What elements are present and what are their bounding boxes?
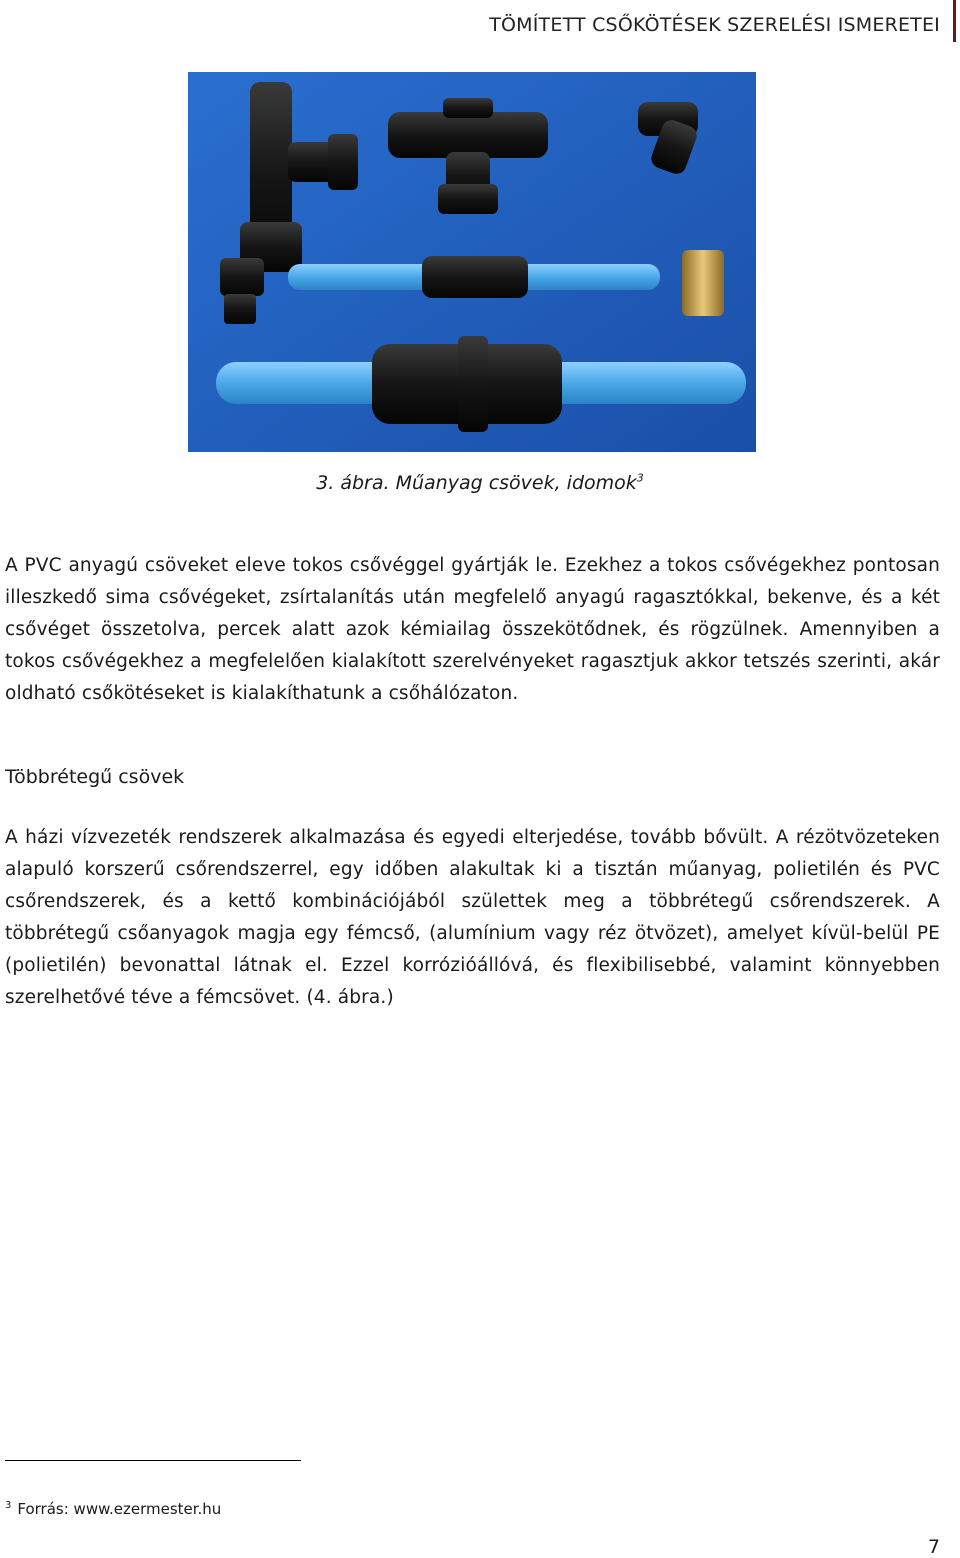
footnote-ref[interactable]: 3 (636, 471, 644, 485)
figure-caption-text: 3. ábra. Műanyag csövek, idomok (316, 472, 637, 494)
running-header: TÖMÍTETT CSŐKÖTÉSEK SZERELÉSI ISMERETEI (489, 14, 940, 36)
footnote (5, 1500, 221, 1518)
body-paragraph-pvc: A PVC anyagú csöveket eleve tokos csővéggel gyártják le. Ezekhez a tokos csővégekhez pontosan illeszkedő sima csővégeket, zsírtalanítás után megfelelő anyagú ragasztókkal, bekenve, és a két csővéget összetolva, percek alatt azok kémiailag összekötődnek, és rögzülnek. Amennyiben a tokos csővégekhez a megfelelően kialakított szerelvényeket ragasztjuk akkor tetszés szerinti, akár oldható csőkötéseket is kialakíthatunk a csőhálózaton. (5, 555, 940, 704)
body-paragraph-multilayer: A házi vízvezeték rendszerek alkalmazása és egyedi elterjedése, tovább bővült. A rézötvözeteken alapuló korszerű csőrendszerrel, egy időben alakultak ki a tisztán műanyag, polietilén és PVC csőrendszerek, és a kettő kombinációjából születtek meg a többrétegű csőrendszerek. A többrétegű csőanyagok magja egy fémcső, (alumínium vagy réz ötvözet), amelyet kívül-belül PE (polietilén) bevonattal látnak el. Ezzel korrózióállóvá, és flexibilisebbé, valamint könnyebben szerelhetővé téve a fémcsövet. (4. ábra.) (5, 827, 940, 1008)
large-coupler (372, 336, 562, 432)
footnote-marker: 3 (5, 1500, 12, 1511)
brass-fitting (682, 250, 724, 316)
small-coupler (422, 256, 528, 298)
page-number: 7 (927, 1536, 940, 1558)
footnote-divider (5, 1460, 301, 1461)
figure-caption (0, 472, 960, 494)
footnote-text: Forrás: www.ezermester.hu (17, 1500, 222, 1518)
header-accent-bar (953, 0, 956, 42)
fittings-illustration (188, 72, 756, 452)
figure-photo-plastic-fittings (188, 72, 756, 452)
section-heading: Többrétegű csövek (5, 766, 185, 788)
